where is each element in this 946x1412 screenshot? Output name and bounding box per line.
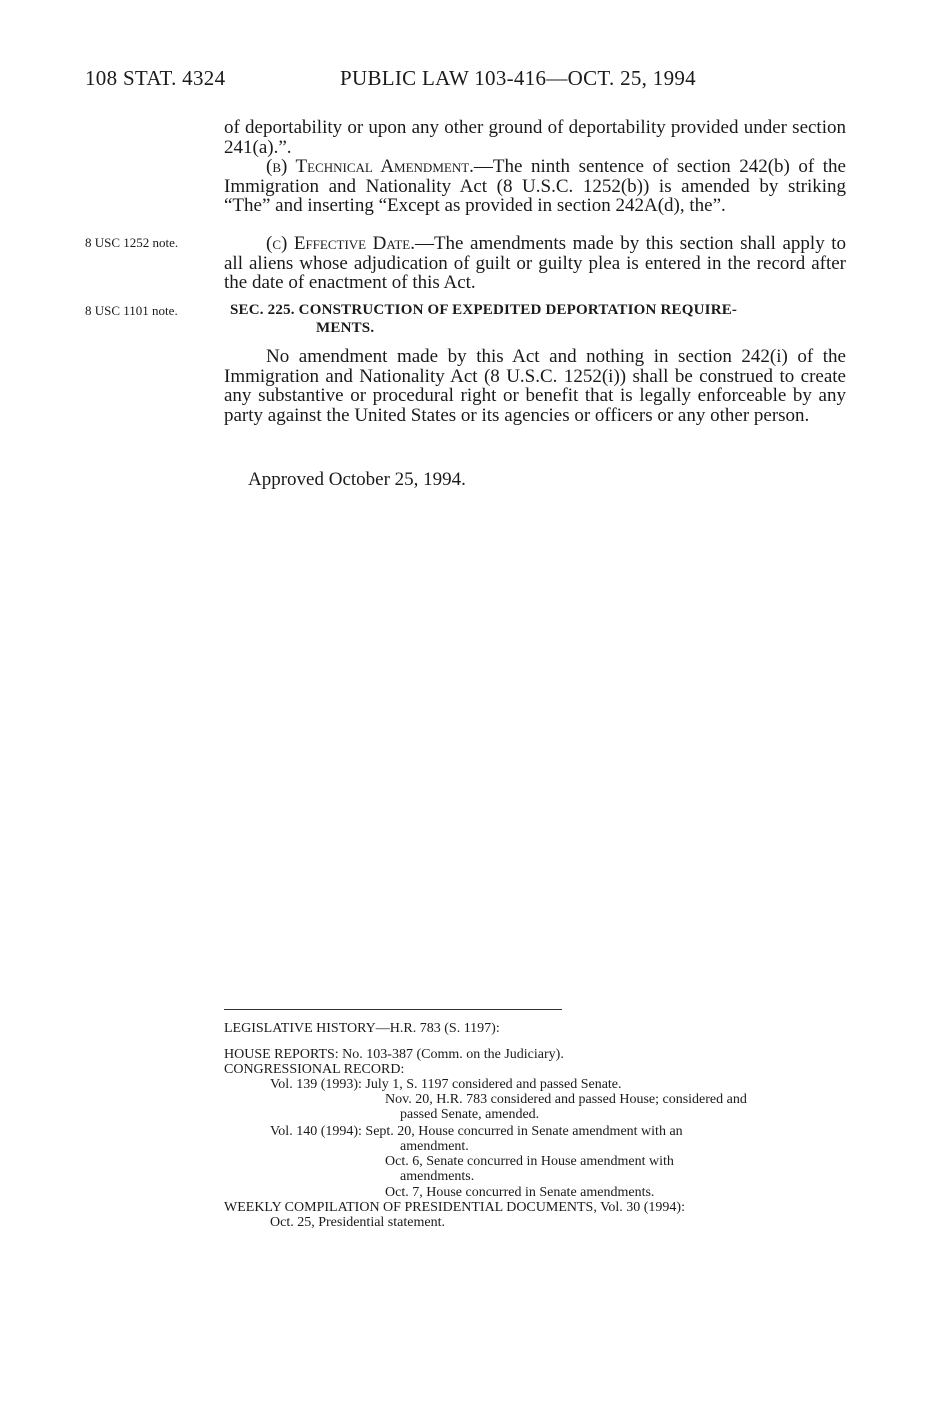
vol140-entry: Vol. 140 (1994): Sept. 20, House concurred in Senate amendment with an [270,1124,683,1139]
approval-date: Approved October 25, 1994. [248,469,466,490]
technical-amendment-heading: (b) Technical Amendment. [266,156,474,177]
vol139-nov20: Nov. 20, H.R. 783 considered and passed House; considered and [385,1092,747,1107]
congressional-record-label: CONGRESSIONAL RECORD: [224,1062,405,1077]
footnote-divider [224,1009,562,1010]
effective-date-heading: (c) Effective Date. [266,233,415,254]
effective-date-paragraph [224,234,846,293]
weekly-compilation: WEEKLY COMPILATION OF PRESIDENTIAL DOCUMENTS, Vol. 30 (1994): [224,1200,685,1215]
section-225-title-line2: MENTS. [316,320,375,336]
vol139-entry: Vol. 139 (1993): July 1, S. 1197 considered and passed Senate. [270,1077,622,1092]
weekly-compilation-entry: Oct. 25, Presidential statement. [270,1215,445,1230]
effective-date-text: —The amendments made by this section shall apply to all aliens whose adjudication of guilt or guilty plea is entered in the record after the date of enactment of this Act. [224,233,846,293]
section-225-text: No amendment made by this Act and nothing in section 242(i) of the Immigration and Nationality Act (8 U.S.C. 1252(i)) shall be construed to create any substantive or procedural right or benefit that is legally enforceable by any party against the United States or its agencies or officers or any other person. [224,346,846,426]
vol140-oct6: Oct. 6, Senate concurred in House amendment with [385,1154,674,1169]
history-title: LEGISLATIVE HISTORY—H.R. 783 (S. 1197): [224,1021,500,1036]
vol140-oct7: Oct. 7, House concurred in Senate amendments. [385,1185,655,1200]
margin-note-1252: 8 USC 1252 note. [85,235,179,250]
section-225-title-line1: SEC. 225. CONSTRUCTION OF EXPEDITED DEPORTATION REQUIRE- [230,302,738,318]
margin-note-1101: 8 USC 1101 note. [85,303,178,318]
vol140-sept20-cont: amendment. [400,1139,469,1154]
technical-amendment-text: —The ninth sentence of section 242(b) of the Immigration and Nationality Act (8 U.S.C. 1252(b)) is amended by striking “The” and inserting “Except as provided in section 242A(d), the”. [224,156,846,216]
vol139-nov20-cont: passed Senate, amended. [400,1107,540,1122]
technical-amendment-paragraph [224,157,846,216]
house-reports: HOUSE REPORTS: No. 103-387 (Comm. on the Judiciary). [224,1047,564,1062]
continuation-paragraph: of deportability or upon any other ground of deportability provided under section 241(a).”. [224,117,846,158]
running-header: PUBLIC LAW 103-416—OCT. 25, 1994 [340,66,696,90]
section-225-title [230,301,846,337]
stat-page-number: 108 STAT. 4324 [85,66,226,90]
vol140-oct6-cont: amendments. [400,1169,475,1184]
